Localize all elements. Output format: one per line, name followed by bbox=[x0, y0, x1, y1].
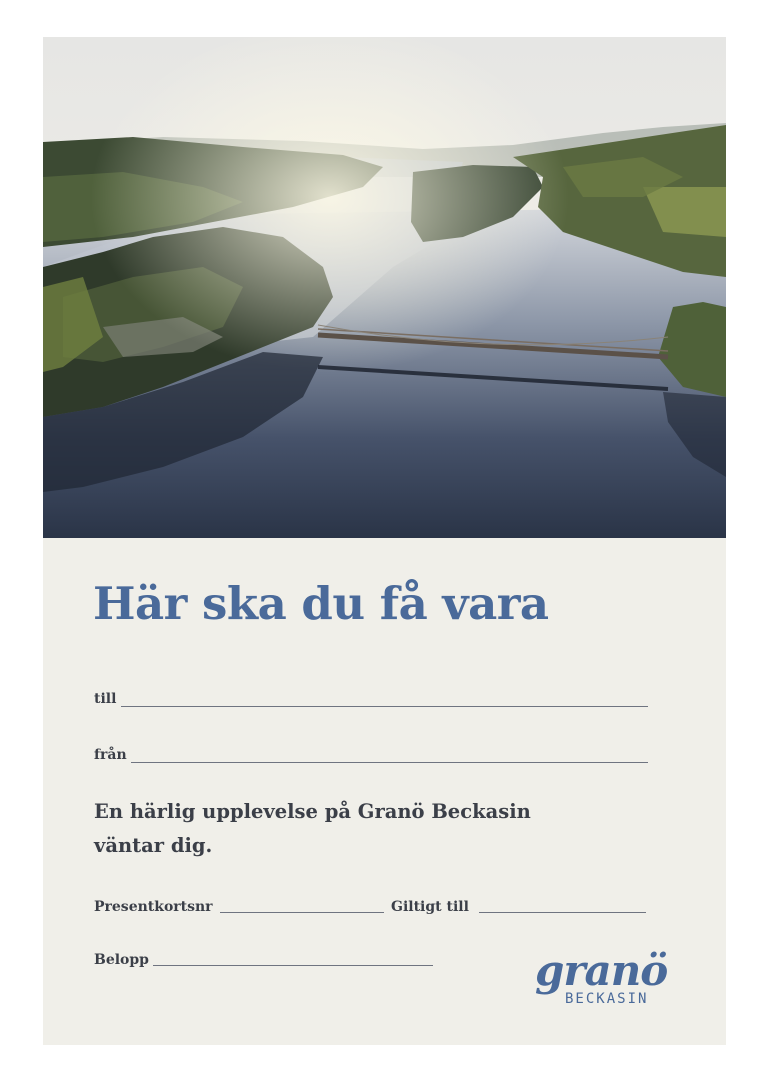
from-line[interactable] bbox=[131, 762, 648, 763]
grano-beckasin-logo bbox=[535, 947, 695, 1017]
amount-line[interactable] bbox=[153, 965, 433, 966]
from-label: från bbox=[94, 747, 127, 763]
gift-card bbox=[43, 37, 726, 1045]
lake-bridge-photo bbox=[43, 37, 726, 538]
to-line[interactable] bbox=[121, 706, 648, 707]
to-label: till bbox=[94, 691, 117, 707]
card-number-line[interactable] bbox=[220, 912, 384, 913]
card-number-label: Presentkortsnr bbox=[94, 899, 213, 915]
message-line-2: väntar dig. bbox=[94, 834, 213, 857]
logo-subword: BECKASIN bbox=[565, 991, 649, 1007]
message-line-1: En härlig upplevelse på Granö Beckasin bbox=[94, 800, 531, 823]
amount-label: Belopp bbox=[94, 952, 149, 968]
valid-until-line[interactable] bbox=[479, 912, 646, 913]
landscape-illustration bbox=[43, 37, 726, 538]
headline: Här ska du få vara bbox=[93, 577, 549, 630]
valid-until-label: Giltigt till bbox=[391, 899, 469, 915]
message-text bbox=[94, 795, 614, 863]
logo-wordmark: granö bbox=[535, 946, 668, 995]
